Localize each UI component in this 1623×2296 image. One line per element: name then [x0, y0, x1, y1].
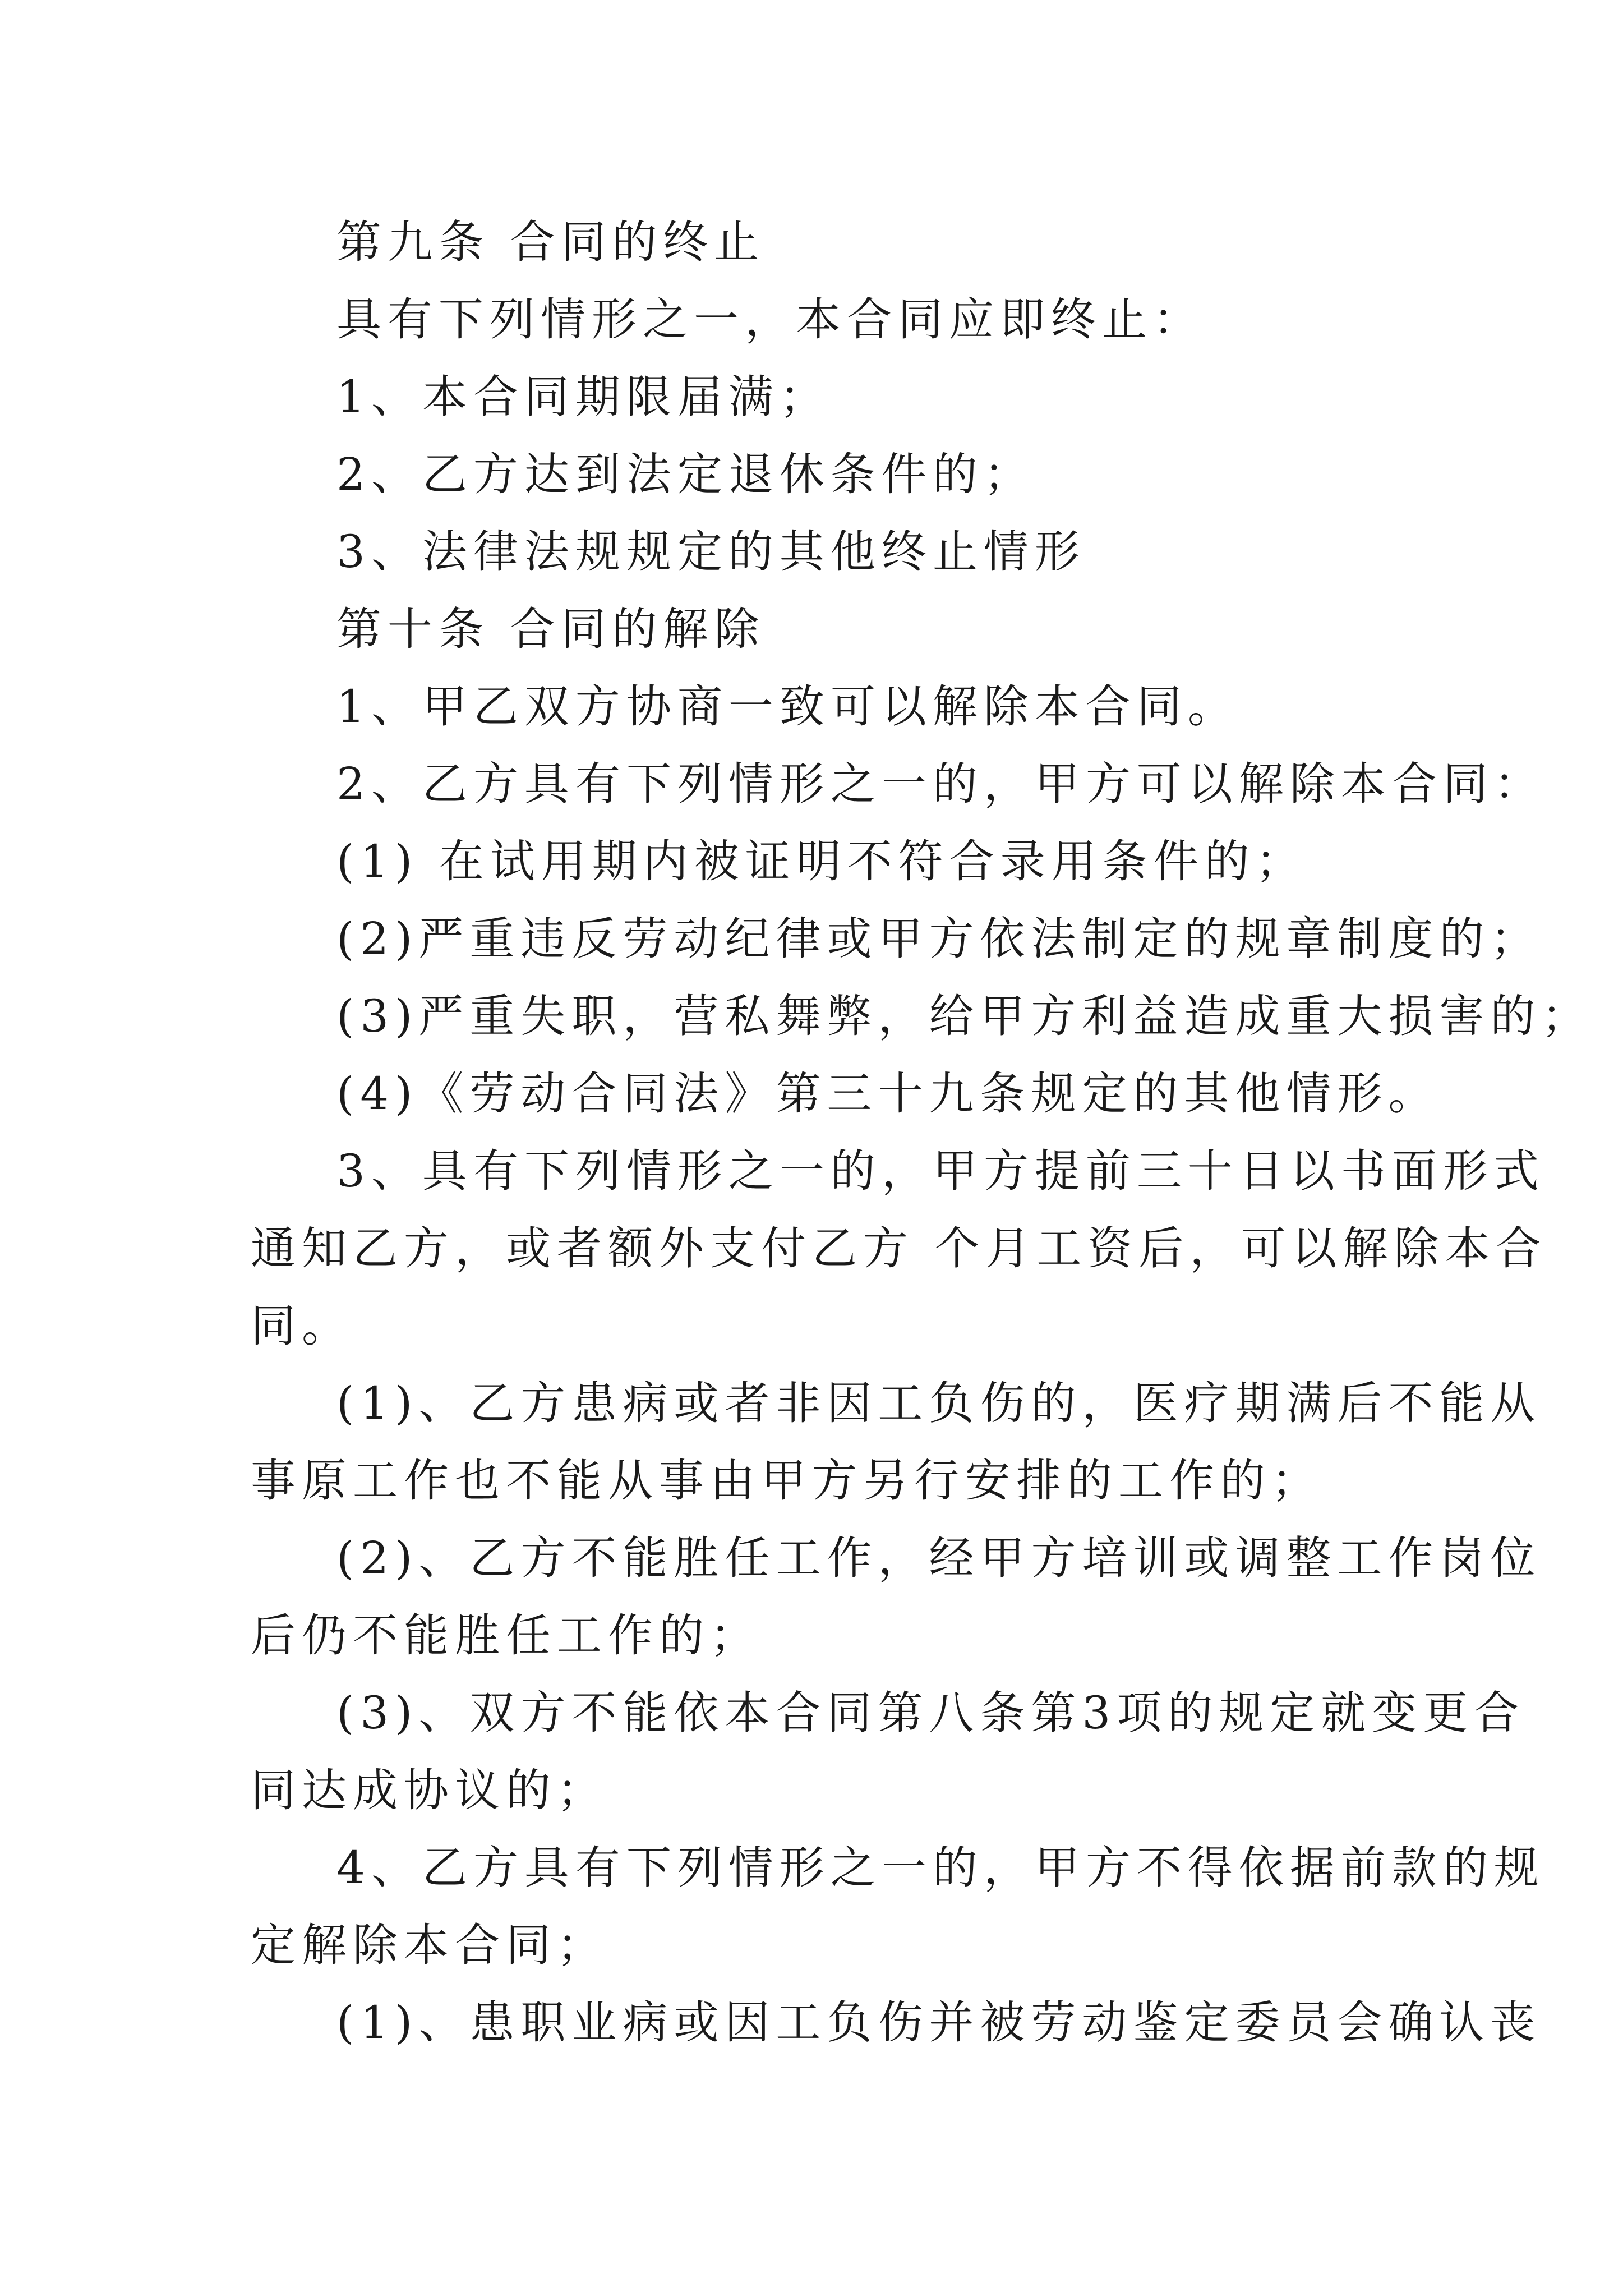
- paragraph-line: 2、乙方具有下列情形之一的，甲方可以解除本合同：: [336, 758, 1545, 810]
- article-9-heading: 第九条 合同的终止: [336, 216, 766, 268]
- paragraph-line: 定解除本合同；: [251, 1919, 608, 1971]
- paragraph-line: 同达成协议的；: [251, 1764, 608, 1816]
- paragraph-line: 通知乙方，或者额外支付乙方 个月工资后，可以解除本合: [251, 1222, 1547, 1274]
- article-10-heading: 第十条 合同的解除: [336, 603, 766, 655]
- paragraph-line: (1) 在试用期内被证明不符合录用条件的；: [336, 835, 1307, 887]
- paragraph-line: (3)、双方不能依本合同第八条第3项的规定就变更合: [336, 1687, 1525, 1739]
- paragraph-line: 后仍不能胜任工作的；: [251, 1609, 761, 1662]
- paragraph-line: 4、乙方具有下列情形之一的，甲方不得依据前款的规: [336, 1842, 1545, 1894]
- paragraph-line: (1)、乙方患病或者非因工负伤的，医疗期满后不能从: [336, 1377, 1542, 1429]
- paragraph-line: 1、甲乙双方协商一致可以解除本合同。: [336, 680, 1239, 733]
- paragraph-line: 3、具有下列情形之一的，甲方提前三十日以书面形式: [336, 1145, 1545, 1197]
- paragraph-line: 2、乙方达到法定退休条件的；: [336, 448, 1035, 500]
- paragraph-line: 事原工作也不能从事由甲方另行安排的工作的；: [251, 1455, 1322, 1507]
- paragraph-line: (2)、乙方不能胜任工作，经甲方培训或调整工作岗位: [336, 1532, 1542, 1584]
- paragraph-line: (3)严重失职，营私舞弊，给甲方利益造成重大损害的；: [336, 990, 1593, 1042]
- paragraph-line: 具有下列情形之一，本合同应即终止：: [336, 293, 1204, 346]
- paragraph-line: 同。: [251, 1300, 353, 1352]
- paragraph-line: 1、本合同期限届满；: [336, 371, 831, 423]
- paragraph-line: (1)、患职业病或因工负伤并被劳动鉴定委员会确认丧: [336, 1996, 1542, 2049]
- paragraph-line: (2)严重违反劳动纪律或甲方依法制定的规章制度的；: [336, 913, 1542, 965]
- paragraph-line: 3、法律法规规定的其他终止情形: [336, 526, 1086, 578]
- paragraph-line: (4)《劳动合同法》第三十九条规定的其他情形。: [336, 1068, 1440, 1120]
